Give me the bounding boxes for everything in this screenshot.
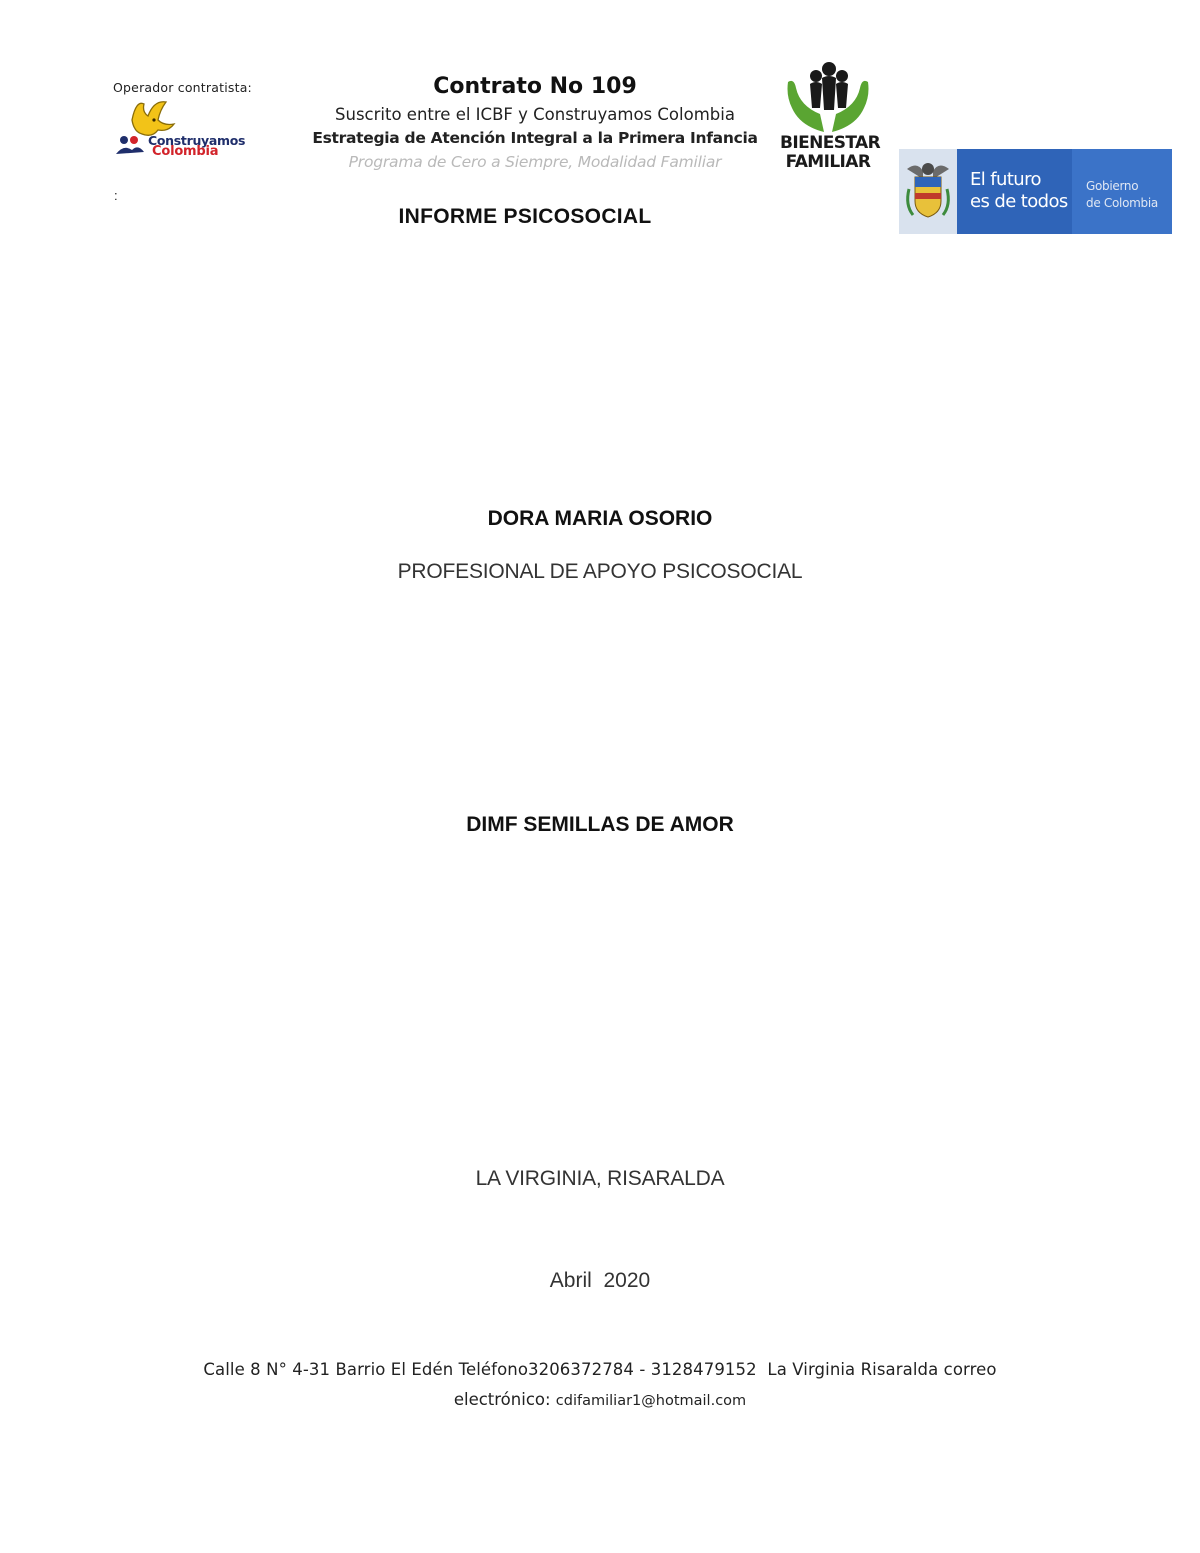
contract-strategy: Estrategia de Atención Integral a la Primera Infancia: [312, 129, 758, 147]
slogan-line-1: El futuro: [970, 169, 1041, 190]
gov-slogan: [957, 149, 1072, 234]
colon-mark: :: [114, 188, 118, 203]
construyamos-word: Construyamos: [148, 133, 246, 148]
coat-of-arms-icon: [899, 149, 957, 234]
gov-name-line-2: de Colombia: [1086, 196, 1158, 210]
footer-email-line: [0, 1390, 1200, 1409]
email-label: electrónico:: [453, 1390, 551, 1409]
footer-address: Calle 8 N° 4-31 Barrio El Edén Teléfono3206372784 - 3128479152 La Virginia Risaralda correo: [203, 1360, 997, 1379]
gov-name: [1072, 149, 1172, 234]
familiar-word: FAMILIAR: [785, 152, 871, 172]
gov-name-line-1: Gobierno: [1086, 179, 1139, 193]
bienestar-word: BIENESTAR: [780, 133, 881, 153]
construyamos-colombia-logo: [114, 98, 254, 162]
contract-subtitle: Suscrito entre el ICBF y Construyamos Colombia: [335, 105, 735, 124]
location: LA VIRGINIA, RISARALDA: [475, 1167, 725, 1190]
report-title: INFORME PSICOSOCIAL: [398, 205, 652, 228]
email-address: cdifamiliar1@hotmail.com: [555, 1393, 747, 1409]
slogan-line-2: es de todos: [970, 191, 1068, 212]
author-role: PROFESIONAL DE APOYO PSICOSOCIAL: [397, 560, 803, 583]
center-name: DIMF SEMILLAS DE AMOR: [466, 813, 734, 836]
bienestar-familiar-logo: [780, 60, 881, 180]
family-hands-icon: [780, 60, 876, 134]
operador-label: Operador contratista:: [113, 80, 252, 95]
contract-header: [300, 72, 770, 175]
report-date: Abril 2020: [549, 1269, 651, 1292]
colombia-word: Colombia: [152, 144, 219, 159]
gobierno-colombia-banner: [899, 149, 1172, 234]
bienestar-wordmark: [780, 133, 881, 172]
contract-title: Contrato No 109: [433, 74, 637, 99]
author-name: DORA MARIA OSORIO: [487, 507, 713, 530]
contract-program: Programa de Cero a Siempre, Modalidad Familiar: [348, 153, 722, 171]
